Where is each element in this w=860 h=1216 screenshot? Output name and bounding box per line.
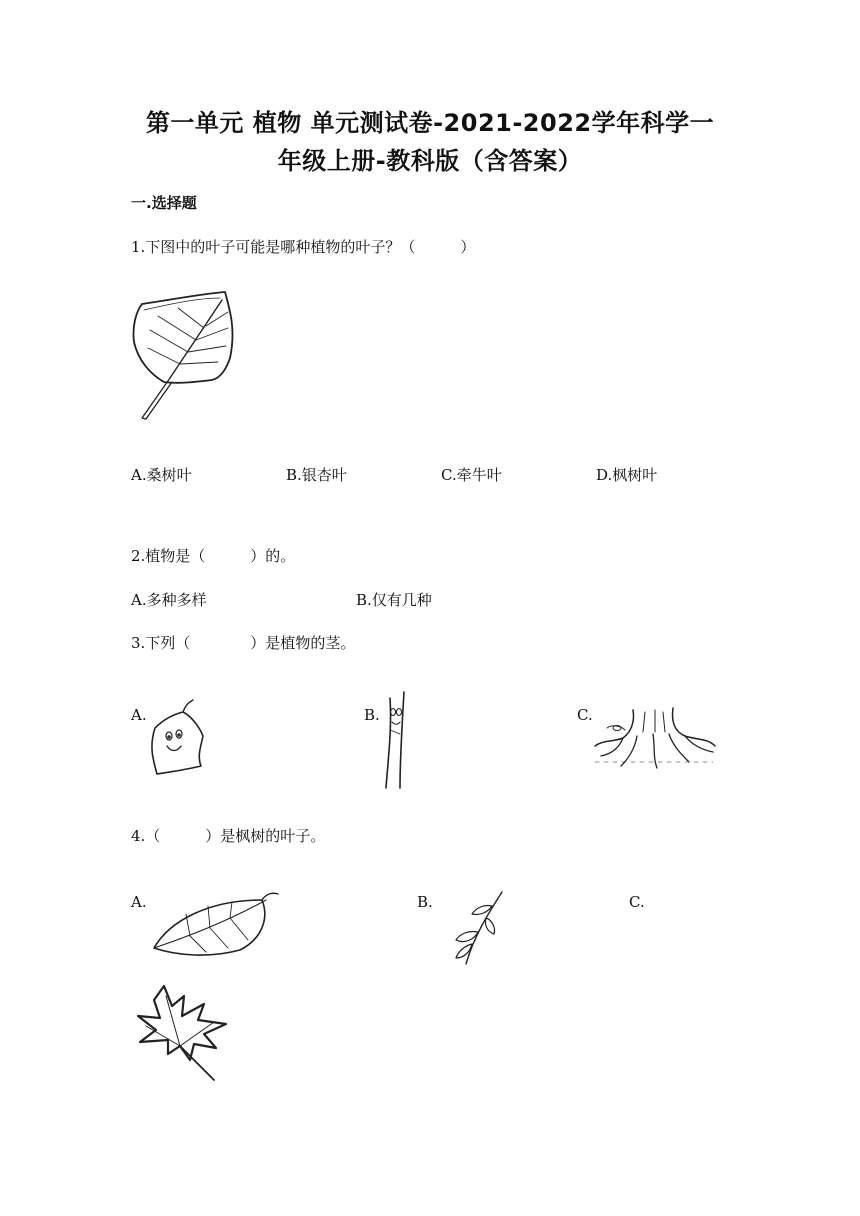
tree-roots-icon xyxy=(593,706,718,776)
question-1-stem: 1.下图中的叶子可能是哪种植物的叶子？（ ） xyxy=(131,238,476,256)
question-4-stem: 4.（ ）是枫树的叶子。 xyxy=(131,827,326,845)
cartoon-stem-icon xyxy=(378,690,418,790)
willow-twig-icon xyxy=(444,888,509,968)
question-2-option-b[interactable]: B.仅有几种 xyxy=(356,591,432,609)
question-4-option-b[interactable]: B. xyxy=(417,893,433,911)
page-title xyxy=(120,104,740,180)
title-line-1: 第一单元 植物 单元测试卷-2021-2022学年科学一 xyxy=(145,109,715,137)
question-1-option-a[interactable]: A.桑树叶 xyxy=(131,466,192,484)
question-3-option-a[interactable]: A. xyxy=(131,706,147,724)
question-3-stem: 3.下列（ ）是植物的茎。 xyxy=(131,634,356,652)
leaf-illustration-icon xyxy=(130,290,245,425)
oval-leaf-icon xyxy=(150,890,285,960)
question-1-option-c[interactable]: C.牵牛叶 xyxy=(441,466,502,484)
question-1-option-d[interactable]: D.枫树叶 xyxy=(596,466,658,484)
section-heading: 一.选择题 xyxy=(131,194,197,212)
question-3-option-c[interactable]: C. xyxy=(577,706,593,724)
question-4-option-a[interactable]: A. xyxy=(131,893,147,911)
question-4-option-c[interactable]: C. xyxy=(629,893,645,911)
question-2-stem: 2.植物是（ ）的。 xyxy=(131,547,296,565)
title-line-2: 年级上册-教科版（含答案） xyxy=(277,147,583,175)
cartoon-leaf-icon xyxy=(145,700,215,780)
maple-leaf-icon xyxy=(132,982,232,1082)
question-3-option-b[interactable]: B. xyxy=(364,706,380,724)
question-1-option-b[interactable]: B.银杏叶 xyxy=(286,466,347,484)
question-2-option-a[interactable]: A.多种多样 xyxy=(131,591,207,609)
